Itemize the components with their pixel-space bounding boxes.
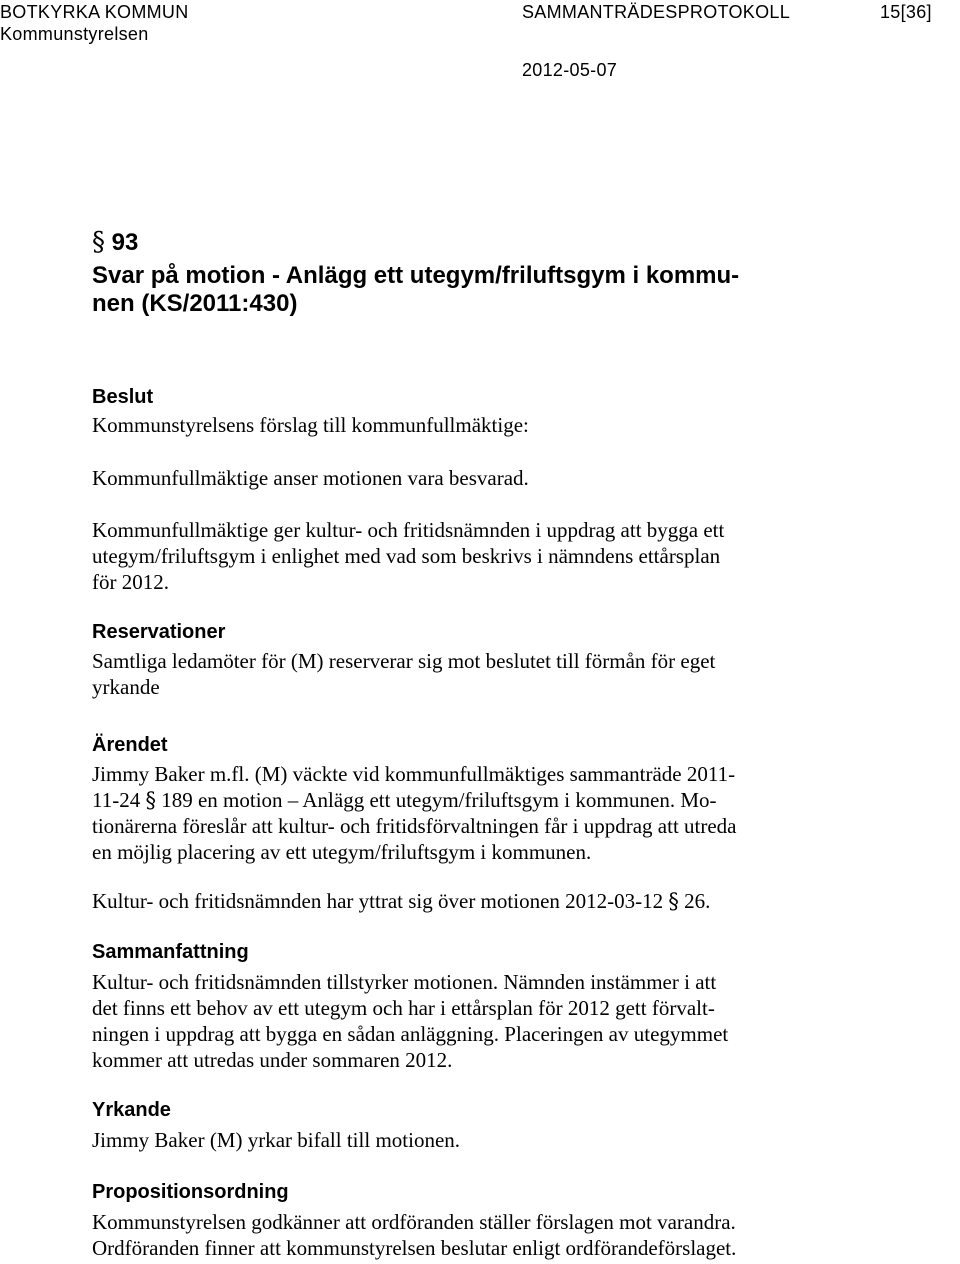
arendet-line-2 xyxy=(92,787,832,813)
propositionsordning-line-1: Kommunstyrelsen godkänner att ordföranden ställer förslagen mot varandra. xyxy=(92,1210,736,1234)
sammanfattning-line-1: Kultur- och fritidsnämnden tillstyrker motionen. Nämnden instämmer i att xyxy=(92,970,717,994)
beslut-p2-line-1: Kommunfullmäktige ger kultur- och fritidsnämnden i uppdrag att bygga ett xyxy=(92,518,725,542)
propositionsordning-text xyxy=(92,1209,832,1261)
beslut-paragraph-1: Kommunfullmäktige anser motionen vara besvarad. xyxy=(92,466,529,490)
yrkande-text: Jimmy Baker (M) yrkar bifall till motionen. xyxy=(92,1128,461,1152)
reservationer-heading: Reservationer xyxy=(92,621,226,643)
beslut-p2-line-3: för 2012. xyxy=(92,570,169,594)
reservationer-line-1: Samtliga ledamöter för (M) reserverar sig mot beslutet till förmån för eget xyxy=(92,649,716,673)
sammanfattning-line-3: ningen i uppdrag att bygga en sådan anläggning. Placeringen av utegymmet xyxy=(92,1022,729,1046)
board-name: Kommunstyrelsen xyxy=(0,24,149,44)
meeting-date: 2012-05-07 xyxy=(522,60,618,80)
arendet-p2-text: Kultur- och fritidsnämnden har yttrat sig över motionen 2012-03-12 xyxy=(92,889,664,913)
beslut-p2-line-2: utegym/friluftsgym i enlighet med vad som beskrivs i nämndens ettårsplan xyxy=(92,544,721,568)
sammanfattning-line-2: det finns ett behov av ett utegym och har i ettårsplan för 2012 gett förvalt- xyxy=(92,996,715,1020)
beslut-paragraph-2 xyxy=(92,517,832,595)
item-number-value: 93 xyxy=(111,229,139,256)
beslut-intro: Kommunstyrelsens förslag till kommunfullmäktige: xyxy=(92,413,529,437)
municipality-name: BOTKYRKA KOMMUN xyxy=(0,2,189,22)
arendet-heading: Ärendet xyxy=(92,734,168,756)
sammanfattning-heading: Sammanfattning xyxy=(92,941,249,963)
section-symbol: § xyxy=(92,227,105,257)
arendet-p2-paragraph-ref: 26. xyxy=(684,889,711,913)
sammanfattning-line-4: kommer att utredas under sommaren 2012. xyxy=(92,1048,453,1072)
reservationer-text xyxy=(92,648,832,700)
reservationer-line-2: yrkande xyxy=(92,675,160,699)
title-line-1: Svar på motion - Anlägg ett utegym/friluftsgym i kommu- xyxy=(92,262,740,289)
beslut-heading: Beslut xyxy=(92,386,154,408)
arendet-line-4: en möjlig placering av ett utegym/friluftsgym i kommunen. xyxy=(92,840,592,864)
propositionsordning-heading: Propositionsordning xyxy=(92,1181,289,1203)
sammanfattning-text xyxy=(92,969,832,1073)
item-number xyxy=(92,228,138,257)
page-number: 15[36] xyxy=(880,2,932,22)
arendet-paragraph-1 xyxy=(92,761,832,865)
arendet-line-2-date: 11-24 xyxy=(92,788,141,812)
arendet-line-1: Jimmy Baker m.fl. (M) väckte vid kommunfullmäktiges sammanträde 2011- xyxy=(92,762,736,786)
section-symbol: § xyxy=(145,788,156,812)
title-line-2: nen (KS/2011:430) xyxy=(92,290,298,317)
arendet-paragraph-2 xyxy=(92,888,832,914)
section-symbol: § xyxy=(668,889,679,913)
arendet-line-2-rest: 189 en motion – Anlägg ett utegym/friluftsgym i kommunen. Mo- xyxy=(161,788,717,812)
page-title xyxy=(92,262,739,318)
arendet-line-3: tionärerna föreslår att kultur- och fritidsförvaltningen får i uppdrag att utreda xyxy=(92,814,737,838)
propositionsordning-line-2: Ordföranden finner att kommunstyrelsen beslutar enligt ordförandeförslaget. xyxy=(92,1236,737,1260)
document-type: SAMMANTRÄDESPROTOKOLL xyxy=(522,2,791,22)
yrkande-heading: Yrkande xyxy=(92,1099,171,1121)
